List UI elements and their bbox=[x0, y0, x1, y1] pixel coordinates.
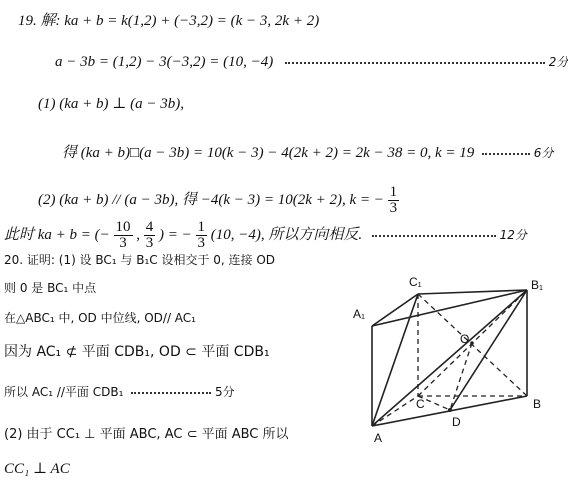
line-cc1-perp-ac: CC₁ ⊥ AC bbox=[4, 461, 70, 477]
line-midline: 在△ABC₁ 中, OD 中位线, OD// AC₁ bbox=[4, 311, 196, 325]
fraction-numerator: 4 bbox=[145, 219, 154, 235]
fraction-numerator: 1 bbox=[389, 184, 398, 200]
fraction-one-third bbox=[388, 185, 400, 216]
fraction-numerator: 1 bbox=[197, 219, 206, 235]
label-C1: C₁ bbox=[409, 275, 422, 289]
label-B1: B₁ bbox=[531, 278, 544, 292]
score-6: 6分 bbox=[533, 146, 554, 160]
fraction-denominator: 3 bbox=[119, 235, 127, 251]
line-result-k19 bbox=[62, 146, 553, 161]
leader-dots bbox=[372, 234, 496, 237]
prism-figure bbox=[345, 270, 554, 455]
point-D bbox=[448, 408, 452, 412]
label-B: B bbox=[533, 397, 542, 411]
label-C: C bbox=[416, 397, 425, 411]
point-O bbox=[470, 341, 474, 345]
line-result-k19-text: 得 (ka + b)□(a − 3b) = 10(k − 3) − 4(2k + 2) = 2k − 38 = 0, k = 19 bbox=[62, 145, 475, 161]
label-D: D bbox=[452, 415, 461, 429]
fraction-denominator: 3 bbox=[197, 235, 206, 251]
leader-dots bbox=[131, 391, 211, 394]
line-part2 bbox=[38, 185, 399, 216]
comma: , bbox=[136, 226, 141, 243]
line-opposite-b: (10, −4), 所以方向相反. bbox=[210, 226, 363, 243]
label-A1: A₁ bbox=[353, 307, 366, 321]
leader-dots bbox=[482, 152, 530, 155]
score-12: 12分 bbox=[499, 227, 527, 242]
fraction-10-3 bbox=[114, 220, 133, 251]
edge-A1-B1 bbox=[372, 290, 527, 326]
fraction-1-3 bbox=[196, 220, 208, 251]
score-5: 5分 bbox=[215, 385, 235, 399]
fraction-denominator: 3 bbox=[145, 235, 154, 251]
line-opposite-mid: ) = − bbox=[159, 226, 192, 243]
fraction-numerator: 10 bbox=[115, 219, 131, 235]
line-19-start: 19. 解: ka + b = k(1,2) + (−3,2) = (k − 3, 2k + 2) bbox=[18, 13, 320, 29]
line-opposite-direction bbox=[4, 220, 527, 251]
fraction-denominator: 3 bbox=[389, 200, 398, 216]
label-O: O bbox=[460, 332, 470, 346]
line-part1: (1) (ka + b) ⊥ (a − 3b), bbox=[38, 96, 184, 112]
line-midpoint: 则 0 是 BC₁ 中点 bbox=[4, 281, 97, 295]
line-a-minus-3b-text: a − 3b = (1,2) − 3(−3,2) = (10, −4) bbox=[55, 54, 274, 70]
line-parallel-plane-text: 所以 AC₁ //平面 CDB₁ bbox=[4, 385, 124, 399]
line-not-in-plane: 因为 AC₁ ⊄ 平面 CDB₁, OD ⊂ 平面 CDB₁ bbox=[4, 344, 270, 360]
score-2: 2分 bbox=[548, 55, 568, 69]
line-part2-text: (2) (ka + b) // (a − 3b), 得 −4(k − 3) = 10(2k + 2), k = − bbox=[38, 191, 384, 208]
line-part2-perp: (2) 由于 CC₁ ⊥ 平面 ABC, AC ⊂ 平面 ABC 所以 bbox=[4, 427, 289, 442]
line-a-minus-3b bbox=[55, 55, 568, 70]
hidden-line-O-D bbox=[450, 343, 472, 410]
line-parallel-plane bbox=[4, 386, 235, 398]
label-A: A bbox=[374, 431, 383, 445]
fraction-4-3 bbox=[144, 220, 156, 251]
line-20-proof-start: 20. 证明: (1) 设 BC₁ 与 B₁C 设相交于 0, 连接 OD bbox=[4, 253, 276, 267]
leader-dots bbox=[285, 61, 545, 64]
line-opposite-a: 此时 ka + b = (− bbox=[4, 226, 110, 243]
line-D-B1 bbox=[450, 290, 527, 410]
